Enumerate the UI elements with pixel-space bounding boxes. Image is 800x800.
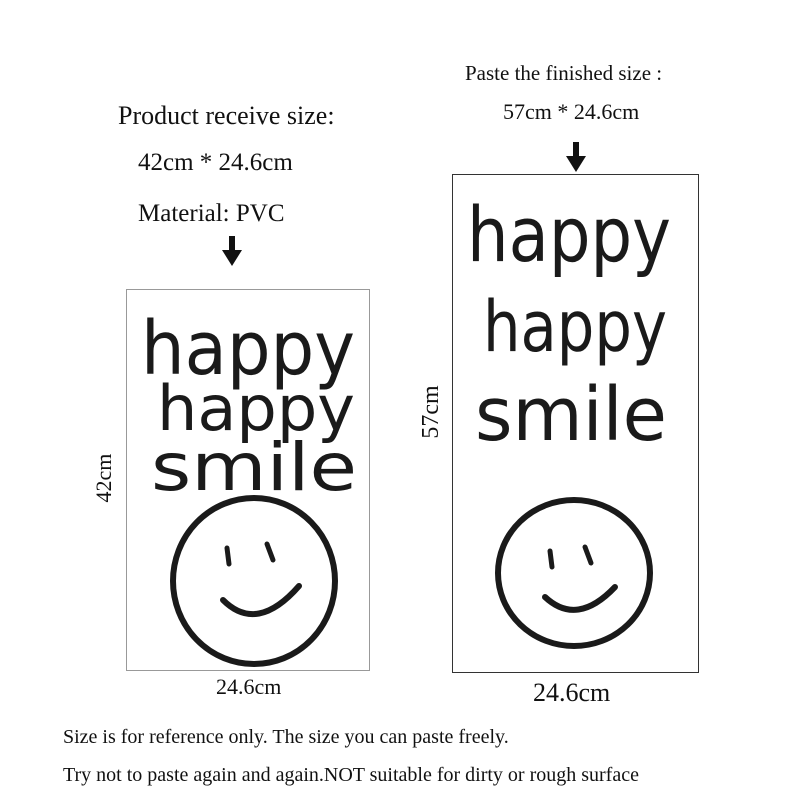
sticker-word-happy: happy xyxy=(483,286,667,368)
finished-sticker-panel xyxy=(452,174,699,673)
received-width-label: 24.6cm xyxy=(216,674,282,699)
surface-warning-note: Try not to paste again and again.NOT suitable for dirty or rough surface xyxy=(63,764,639,786)
smiley-face-icon xyxy=(173,498,335,664)
received-height-label: 42cm xyxy=(91,453,116,503)
product-receive-size-value: 42cm * 24.6cm xyxy=(138,149,293,176)
received-sticker-panel xyxy=(126,289,370,671)
smiley-face-icon xyxy=(498,500,650,646)
sticker-word-happy: happy xyxy=(141,306,355,392)
reference-note: Size is for reference only. The size you can paste freely. xyxy=(63,726,509,748)
sticker-word-happy: happy xyxy=(157,372,355,445)
down-arrow-icon xyxy=(566,142,586,172)
finished-size-value: 57cm * 24.6cm xyxy=(503,99,640,124)
sticker-word-smile: smile xyxy=(475,372,667,458)
sticker-word-smile: smile xyxy=(151,429,357,506)
down-arrow-icon xyxy=(222,236,242,266)
sticker-artwork xyxy=(453,175,698,672)
finished-size-heading: Paste the finished size : xyxy=(465,61,663,85)
sticker-artwork xyxy=(127,290,369,670)
finished-height-label: 57cm xyxy=(418,385,444,439)
product-receive-size-heading: Product receive size: xyxy=(118,101,335,130)
material-label: Material: PVC xyxy=(138,200,285,227)
sticker-word-happy: happy xyxy=(467,190,671,279)
finished-width-label: 24.6cm xyxy=(533,678,611,707)
